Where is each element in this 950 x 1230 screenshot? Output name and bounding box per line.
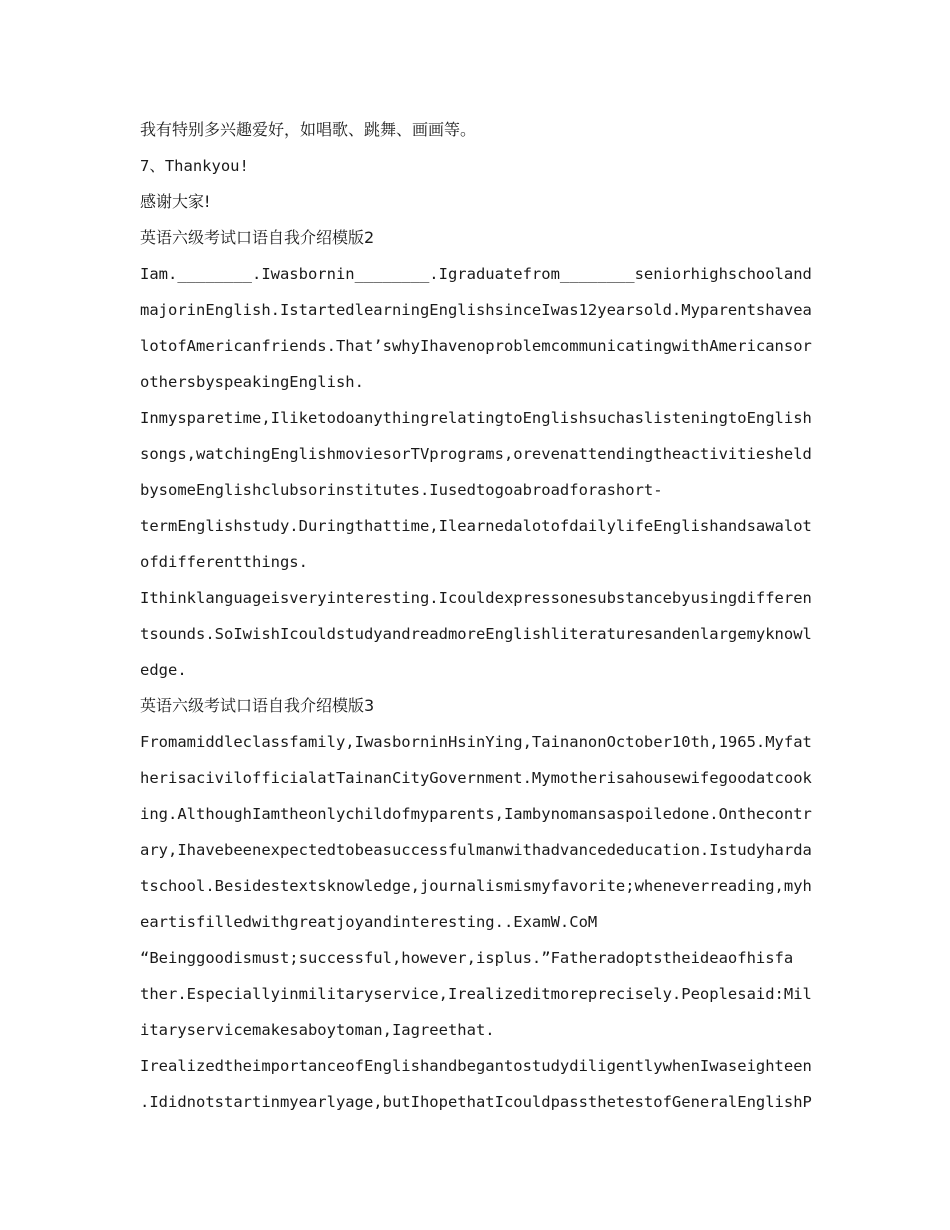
text-line: eartisfilledwithgreatjoyandinteresting..ExamW.CoM: [140, 913, 598, 931]
text-line: 我有特别多兴趣爱好，如唱歌、跳舞、画画等。: [140, 120, 477, 139]
text-line: tsounds.SoIwishIcouldstudyandreadmoreEnglishliteraturesandenlargemyknowl: [140, 625, 812, 643]
text-line: itaryservicemakesaboytoman,Iagreethat.: [140, 1021, 495, 1039]
text-line: ofdifferentthings.: [140, 553, 308, 571]
text-line: tschool.Besidestextsknowledge,journalismismyfavorite;wheneverreading,myh: [140, 877, 812, 895]
text-line: “Beinggoodismust;successful,however,isplus.”Fatheradoptstheideaofhisfa: [140, 949, 794, 967]
text-line: ing.AlthoughIamtheonlychildofmyparents,Iambynomansaspoiledone.Onthecontr: [140, 805, 812, 823]
text-line: ther.Especiallyinmilitaryservice,Irealizeditmoreprecisely.Peoplesaid:Mil: [140, 985, 812, 1003]
text-line: herisacivilofficialatTainanCityGovernment.Mymotherisahousewifegoodatcook: [140, 769, 812, 787]
text-line: .Ididnotstartinmyearlyage,butIhopethatIcouldpassthetestofGeneralEnglishP: [140, 1093, 812, 1111]
text-line: 7、Thankyou!: [140, 157, 249, 175]
text-line: Inmysparetime,IliketodoanythingrelatingtoEnglishsuchaslisteningtoEnglish: [140, 409, 812, 427]
text-line: IrealizedtheimportanceofEnglishandbegantostudydiligentlywhenIwaseighteen: [140, 1057, 812, 1075]
document-body: [140, 112, 812, 1120]
text-line: Ithinklanguageisveryinteresting.Icouldexpressonesubstancebyusingdifferen: [140, 589, 812, 607]
section-heading: 英语六级考试口语自我介绍模版2: [140, 228, 375, 247]
text-line: termEnglishstudy.Duringthattime,IlearnedalotofdailylifeEnglishandsawalot: [140, 517, 812, 535]
text-line: edge.: [140, 661, 187, 679]
text-line: songs,watchingEnglishmoviesorTVprograms,orevenattendingtheactivitiesheld: [140, 445, 812, 463]
text-line: bysomeEnglishclubsorinstitutes.Iusedtogoabroadforashort-: [140, 481, 663, 499]
text-line: majorinEnglish.IstartedlearningEnglishsinceIwas12yearsold.Myparentshavea: [140, 301, 812, 319]
text-line: ary,Ihavebeenexpectedtobeasuccessfulmanwithadvancededucation.Istudyharda: [140, 841, 812, 859]
text-line: Iam.________.Iwasbornin________.Igraduatefrom________seniorhighschooland: [140, 265, 812, 283]
text-line: othersbyspeakingEnglish.: [140, 373, 364, 391]
section-heading: 英语六级考试口语自我介绍模版3: [140, 696, 375, 715]
text-line: lotofAmericanfriends.That’swhyIhavenoproblemcommunicatingwithAmericansor: [140, 337, 812, 355]
text-line: Fromamiddleclassfamily,IwasborninHsinYing,TainanonOctober10th,1965.Myfat: [140, 733, 812, 751]
text-line: 感谢大家!: [140, 192, 211, 211]
